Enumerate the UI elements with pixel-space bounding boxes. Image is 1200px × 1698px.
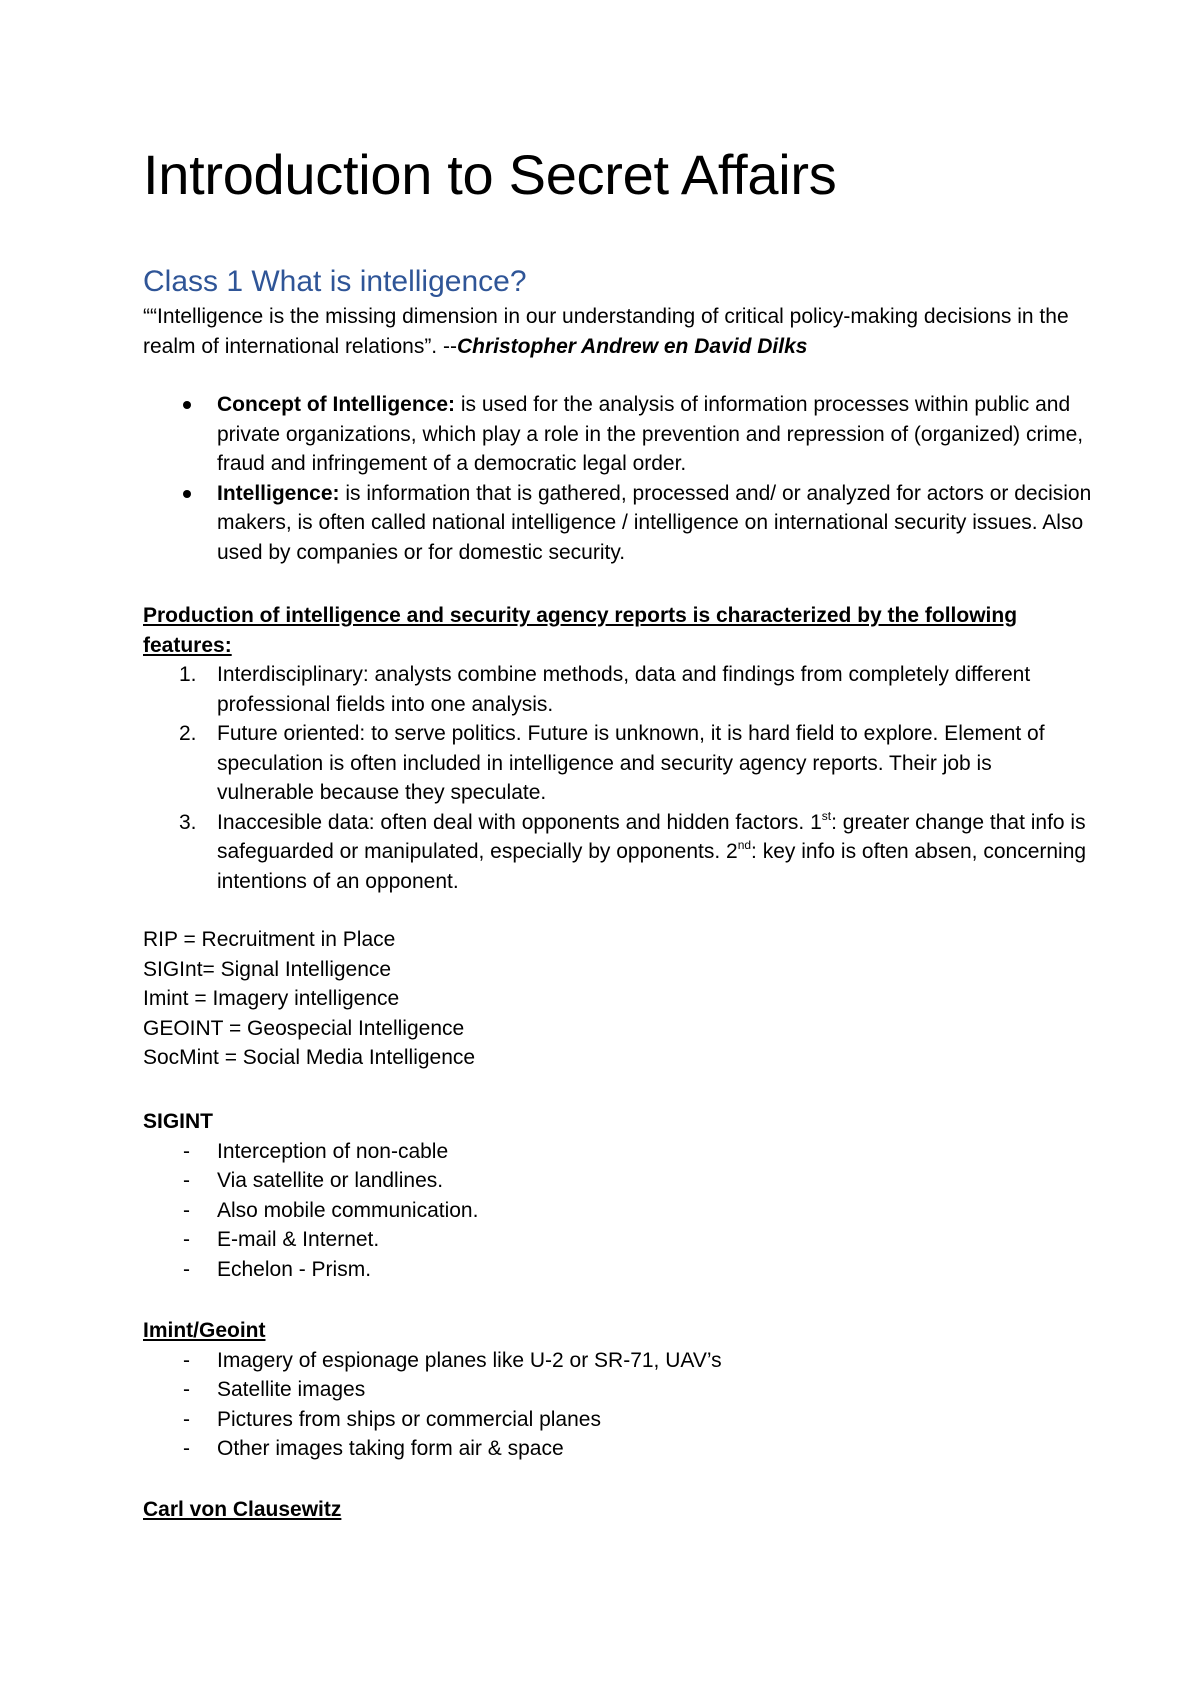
concept-definition: is information that is gathered, processed and/ or analyzed for actors or decision makers, is often called national intelligence / intelligence on international security issues. Also used by companies or for domestic security. xyxy=(217,481,1092,564)
list-item xyxy=(143,719,1093,808)
section-heading: Carl von Clausewitz xyxy=(143,1498,342,1521)
feature-text: : key info is often absen, concerning intentions of an opponent. xyxy=(217,840,1087,893)
list-item-text: E-mail & Internet. xyxy=(217,1228,380,1251)
list-item-text: Satellite images xyxy=(217,1378,366,1401)
list-item xyxy=(143,390,1093,479)
production-heading: Production of intelligence and security agency reports is characterized by the following features: xyxy=(143,604,1018,657)
list-item xyxy=(143,1137,1093,1167)
list-number: 3. xyxy=(179,810,197,834)
concept-term: Concept of Intelligence: xyxy=(217,393,456,416)
imint-section xyxy=(143,1316,1093,1464)
concept-definition: is used for the analysis of information processes within public and private organizations, which play a role in the prevention and repression of (organized) crime, fraud and infringement of a democratic legal order. xyxy=(217,393,1084,475)
dash-bullet: - xyxy=(183,1228,190,1251)
sigint-section xyxy=(143,1107,1093,1284)
dash-bullet: - xyxy=(183,1348,190,1372)
dash-bullet: - xyxy=(183,1257,190,1281)
class-heading: Class 1 What is intelligence? xyxy=(143,265,527,298)
dash-bullet: - xyxy=(183,1169,190,1192)
dash-bullet: - xyxy=(183,1139,190,1163)
abbreviations-list xyxy=(143,925,1093,1073)
ordinal-suffix: st xyxy=(821,808,832,823)
list-item xyxy=(143,1196,1093,1226)
quote-text: ““Intelligence is the missing dimension in our understanding of critical policy-making decisions in the realm of international relations”. -- xyxy=(143,305,1069,358)
carl-section xyxy=(143,1495,1093,1525)
feature-text: : greater change that info is safeguarded or manipulated, especially by opponents. 2 xyxy=(217,810,1086,863)
list-number: 2. xyxy=(179,722,197,745)
list-item-text: Pictures from ships or commercial planes xyxy=(217,1407,601,1431)
section-heading: Imint/Geoint xyxy=(143,1319,266,1342)
list-item xyxy=(143,808,1093,897)
list-item-text: Echelon - Prism. xyxy=(217,1257,372,1281)
list-item-text: Imagery of espionage planes like U-2 or SR-71, UAV’s xyxy=(217,1348,722,1372)
abbreviation-line: SIGInt= Signal Intelligence xyxy=(143,957,392,981)
list-item-text: Via satellite or landlines. xyxy=(217,1169,444,1192)
section-heading: SIGINT xyxy=(143,1110,214,1133)
quote-author: Christopher Andrew en David Dilks xyxy=(456,334,808,358)
bullet-icon xyxy=(183,401,191,409)
features-list xyxy=(143,660,1093,896)
opening-quote xyxy=(143,302,1093,361)
list-item-text: Other images taking form air & space xyxy=(217,1437,564,1460)
dash-bullet: - xyxy=(183,1198,190,1222)
list-item-text: Also mobile communication. xyxy=(217,1198,479,1222)
list-item xyxy=(143,1434,1093,1464)
dash-bullet: - xyxy=(183,1437,190,1460)
document-title: Introduction to Secret Affairs xyxy=(143,143,837,206)
list-item xyxy=(143,1346,1093,1376)
abbreviation-line: SocMint = Social Media Intelligence xyxy=(143,1046,476,1069)
dash-bullet: - xyxy=(183,1407,190,1431)
abbreviation-line: GEOINT = Geospecial Intelligence xyxy=(143,1016,465,1040)
feature-text: Future oriented: to serve politics. Future is unknown, it is hard field to explore. Element of speculation is often included in intelligence and security agency reports. Their job is vulnerable because they speculate. xyxy=(217,722,1045,804)
list-item xyxy=(143,1405,1093,1435)
list-item xyxy=(143,479,1093,568)
concept-term: Intelligence: xyxy=(217,481,340,505)
dash-bullet: - xyxy=(183,1378,190,1401)
list-item xyxy=(143,1166,1093,1196)
abbreviation-line: RIP = Recruitment in Place xyxy=(143,928,396,951)
list-item xyxy=(143,1255,1093,1285)
feature-text: Inaccesible data: often deal with opponents and hidden factors. 1 xyxy=(217,810,822,834)
abbreviation-line: Imint = Imagery intelligence xyxy=(143,987,400,1010)
list-item-text: Interception of non-cable xyxy=(217,1139,449,1163)
bullet-icon xyxy=(183,490,191,498)
list-item xyxy=(143,660,1093,719)
ordinal-suffix: nd xyxy=(737,838,752,852)
feature-text: Interdisciplinary: analysts combine methods, data and findings from completely different professional fields into one analysis. xyxy=(217,663,1031,716)
list-item xyxy=(143,1225,1093,1255)
list-number: 1. xyxy=(179,663,197,686)
concept-list xyxy=(143,390,1093,567)
list-item xyxy=(143,1375,1093,1405)
